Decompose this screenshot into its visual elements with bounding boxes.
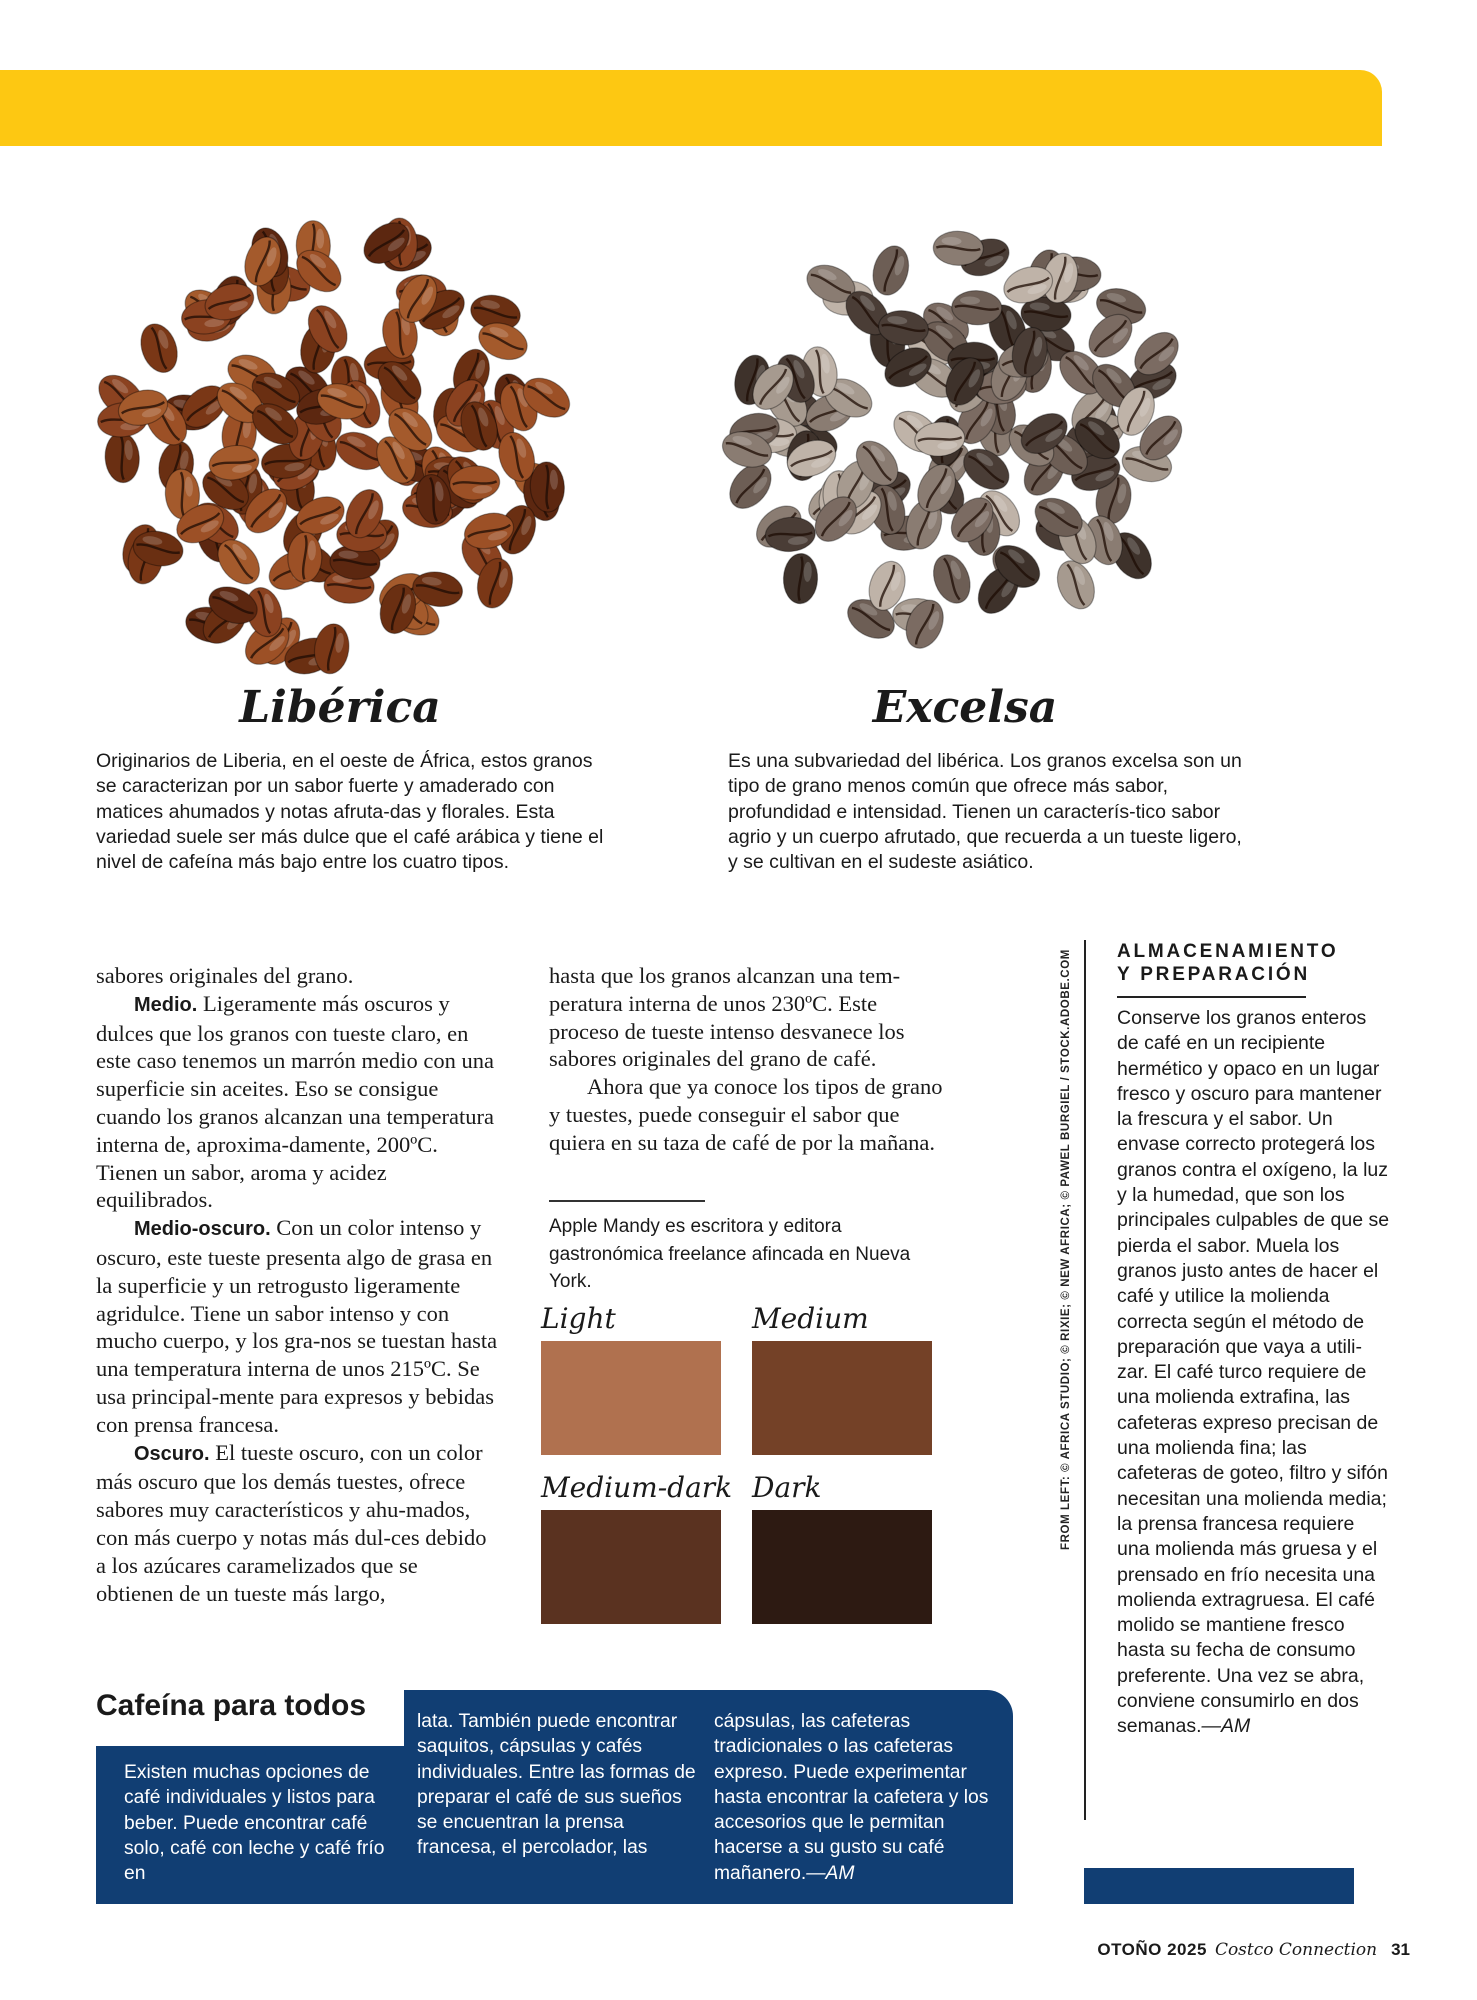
- coffee-bean: [135, 319, 184, 378]
- cafeina-column-3-text: cápsulas, las cafeteras tradicionales o las cafeteras expreso. Puede experimentar hasta encontrar la cafetera y los accesorios que le permitan hacerse a su gusto su café mañanero.: [714, 1711, 989, 1884]
- page-number: 31: [1391, 1940, 1410, 1959]
- article-intro: sabores originales del grano.: [96, 963, 354, 988]
- oscuro-text: El tueste oscuro, con un color más oscuro que los demás tuestes, ofrece sabores muy característicos y ahu-mados, con más cuerpo y notas más dul-ces debido a los azúcares caramelizados que se obtienen de un tueste más largo,: [96, 1439, 487, 1606]
- footer-season: OTOÑO 2025: [1097, 1940, 1207, 1959]
- sidebar-heading-line-1: ALMACENAMIENTO: [1117, 941, 1339, 962]
- medio-oscuro-text: Con un color intenso y oscuro, este tueste presenta algo de grasa en la superficie y un retrogusto ligeramente agridulce. Tiene un sabor intenso y con mucho cuerpo, y los gra-nos se tuestan hasta una temperatura interna de unos 215ºC. Se usa principal-mente para expresos y bebidas con prensa francesa.: [96, 1215, 498, 1437]
- roast-swatch-medium: [752, 1341, 932, 1455]
- article-col2-paragraph-1: hasta que los granos alcanzan una tem-peratura interna de unos 230ºC. Este proceso de tueste intenso desvanece los sabores originales del grano de café.: [549, 963, 905, 1072]
- page-footer: [1097, 1940, 1410, 1960]
- sidebar-footer-bar: [1084, 1868, 1354, 1904]
- oscuro-label: Oscuro.: [134, 1442, 210, 1465]
- photo-credit: FROM LEFT: © AFRICA STUDIO; © RIXIE; © NEW AFRICA; © PAWEL BURGIEL / STOCK.ADOBE.COM: [1060, 949, 1072, 1550]
- sidebar-signature: —AM: [1201, 1715, 1251, 1738]
- sidebar-divider-line: [1084, 940, 1086, 1820]
- excelsa-description: Es una subvariedad del libérica. Los granos excelsa son un tipo de grano menos común que ofrece más sabor, profundidad e intensidad. Tienen un caracterís-tico sabor agrio y un cuerpo afrutado, que recuerda a un tueste ligero, y se cultivan en el sudeste asiático.: [728, 750, 1242, 874]
- roast-swatch-light: [541, 1341, 721, 1455]
- article-column-2: [549, 962, 947, 1157]
- medio-text: Ligeramente más oscuros y dulces que los granos con tueste claro, en este caso tenemos un marrón medio con una superficie sin aceites. Eso se consigue cuando los granos alcanzan una temperatura interna de, aproxima-damente, 200ºC. Tienen un sabor, aroma y acidez equilibrados.: [96, 990, 495, 1213]
- roast-label-medium-dark: Medium-dark: [541, 1471, 733, 1504]
- medio-oscuro-paragraph: [96, 1214, 500, 1438]
- sidebar-text: Conserve los granos enteros de café en un recipiente hermético y opaco en un lugar fresco y oscuro para mantener la frescura y el sabor. Un envase correcto protegerá los granos contra el oxígeno, la luz y la humedad, que son los principales culpables de que se pierda el sabor. Muela los granos justo antes de hacer el café y utilice la molienda correcta según el método de preparación que vaya a utili-zar. El café turco requiere de una molienda extrafina, las cafeteras expreso precisan de una molienda fina; las cafeteras de goteo, filtro y sifón necesitan una molienda media; la prensa francesa requiere una molienda más gruesa y el prensado en frío necesita una molienda extragruesa. El café molido se mantiene fresco hasta su fecha de consumo preferente. Una vez se abra, conviene consumirlo en dos semanas.: [1117, 1007, 1390, 1738]
- coffee-bean: [927, 550, 977, 609]
- liberica-beans-image: [60, 195, 600, 685]
- coffee-bean: [103, 431, 140, 483]
- article-column-1: [96, 962, 500, 1607]
- cafeina-column-3: [714, 1709, 999, 1886]
- medio-oscuro-label: Medio-oscuro.: [134, 1218, 271, 1241]
- excelsa-beans-image: [700, 210, 1220, 680]
- liberica-title: Libérica: [239, 682, 441, 733]
- cafeina-title: Cafeína para todos: [96, 1689, 367, 1722]
- sidebar-heading-rule: [1117, 996, 1306, 998]
- medio-paragraph: [96, 990, 500, 1214]
- cafeina-column-1: Existen muchas opciones de café individuales y listos para beber. Puede encontrar café solo, café con leche y café frío en: [124, 1762, 385, 1885]
- author-bio: Apple Mandy es escritora y editora gastronómica freelance afincada en Nueva York.: [549, 1216, 911, 1292]
- roast-label-light: Light: [541, 1302, 616, 1335]
- bio-divider: [549, 1200, 705, 1202]
- coffee-bean: [1050, 555, 1101, 614]
- sidebar-body: [1117, 1006, 1392, 1740]
- roast-label-medium: Medium: [752, 1302, 869, 1335]
- oscuro-paragraph: [96, 1439, 500, 1608]
- footer-magazine: Costco Connection: [1214, 1940, 1378, 1960]
- sidebar-heading: [1117, 940, 1338, 986]
- liberica-description: Originarios de Liberia, en el oeste de África, estos granos se caracterizan por un sabor fuerte y amaderado con matices ahumados y notas afruta-das y florales. Esta variedad suele ser más dulce que el café arábica y tiene el nivel de cafeína más bajo entre los cuatro tipos.: [96, 750, 604, 874]
- sidebar-heading-line-2: Y PREPARACIÓN: [1117, 964, 1311, 985]
- coffee-bean: [933, 230, 984, 266]
- roast-label-dark: Dark: [752, 1471, 822, 1504]
- roast-swatch-medium-dark: [541, 1510, 721, 1624]
- medio-label: Medio.: [134, 993, 198, 1016]
- cafeina-column-2: lata. También puede encontrar saquitos, cápsulas y cafés individuales. Entre las formas de preparar el café de sus sueños se encuentran la prensa francesa, el percolador, las: [417, 1711, 696, 1859]
- header-accent-bar: [0, 70, 1382, 146]
- roast-swatch-dark: [752, 1510, 932, 1624]
- coffee-bean: [868, 242, 914, 299]
- excelsa-title: Excelsa: [872, 682, 1058, 733]
- coffee-bean: [287, 532, 322, 583]
- cafeina-signature: —AM: [806, 1862, 855, 1884]
- coffee-bean: [783, 553, 819, 604]
- article-col2-paragraph-2: Ahora que ya conoce los tipos de grano y tuestes, puede conseguir el sabor que quiera en su taza de café de por la mañana.: [549, 1074, 943, 1155]
